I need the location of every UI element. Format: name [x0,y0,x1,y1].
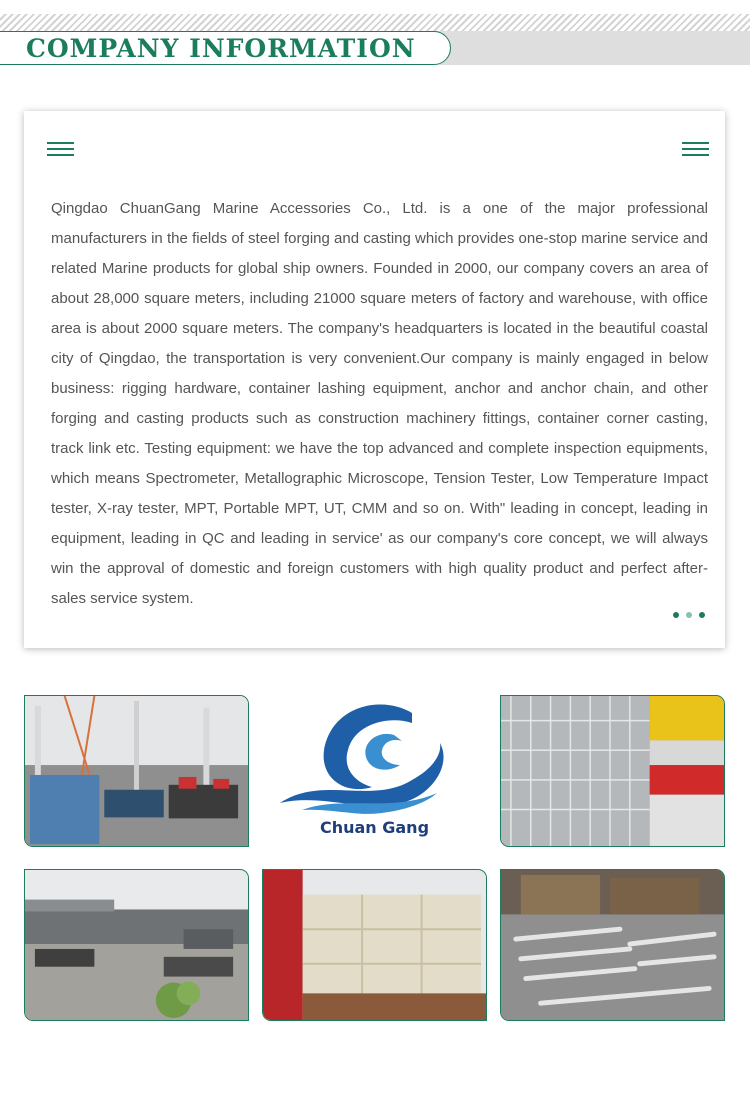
warehouse-products-photo [500,695,725,847]
company-description: Qingdao ChuanGang Marine Accessories Co., Ltd. is a one of the major professional manufacturers in the fields of steel forging and casting which provides one-stop marine service and related Marine products for global ship owners. Founded in 2000, our company covers an area of about 28,000 square meters, including 21000 square meters of factory and warehouse, with office area is about 2000 square meters. The company's headquarters is located in the beautiful coastal city of Qingdao, the transportation is very convenient.Our company is mainly engaged in below business: rigging hardware, container lashing equipment, anchor and anchor chain, and other forging and casting products such as construction machinery fittings, container corner casting, track link etc. Testing equipment: we have the top advanced and complete inspection equipments, which means Spectrometer, Metallographic Microscope, Tension Tester, Low Temperature Impact tester, X-ray tester, MPT, Portable MPT, UT, CMM and so on. With" leading in concept, leading in equipment, leading in QC and leading in service' as our company's core concept, we will always win the approval of domestic and foreign customers with high quality product and perfect after-sales service system. [51,200,708,607]
carousel-dots [673,612,705,618]
header-stripe-band [0,14,750,31]
carousel-dot[interactable] [673,612,679,618]
factory-workshop-photo [24,695,249,847]
carousel-dot[interactable] [686,612,692,618]
hamburger-icon [682,142,709,156]
company-logo [262,695,487,847]
logo-wordmark: Chuan Gang [319,818,430,837]
hamburger-icon [47,142,74,156]
carousel-dot[interactable] [699,612,705,618]
section-title: COMPANY INFORMATION [26,34,416,63]
company-info-card [24,111,725,648]
galvanized-parts-photo [500,869,725,1021]
factory-yard-photo [24,869,249,1021]
shipping-crate-truck-photo [262,869,487,1021]
